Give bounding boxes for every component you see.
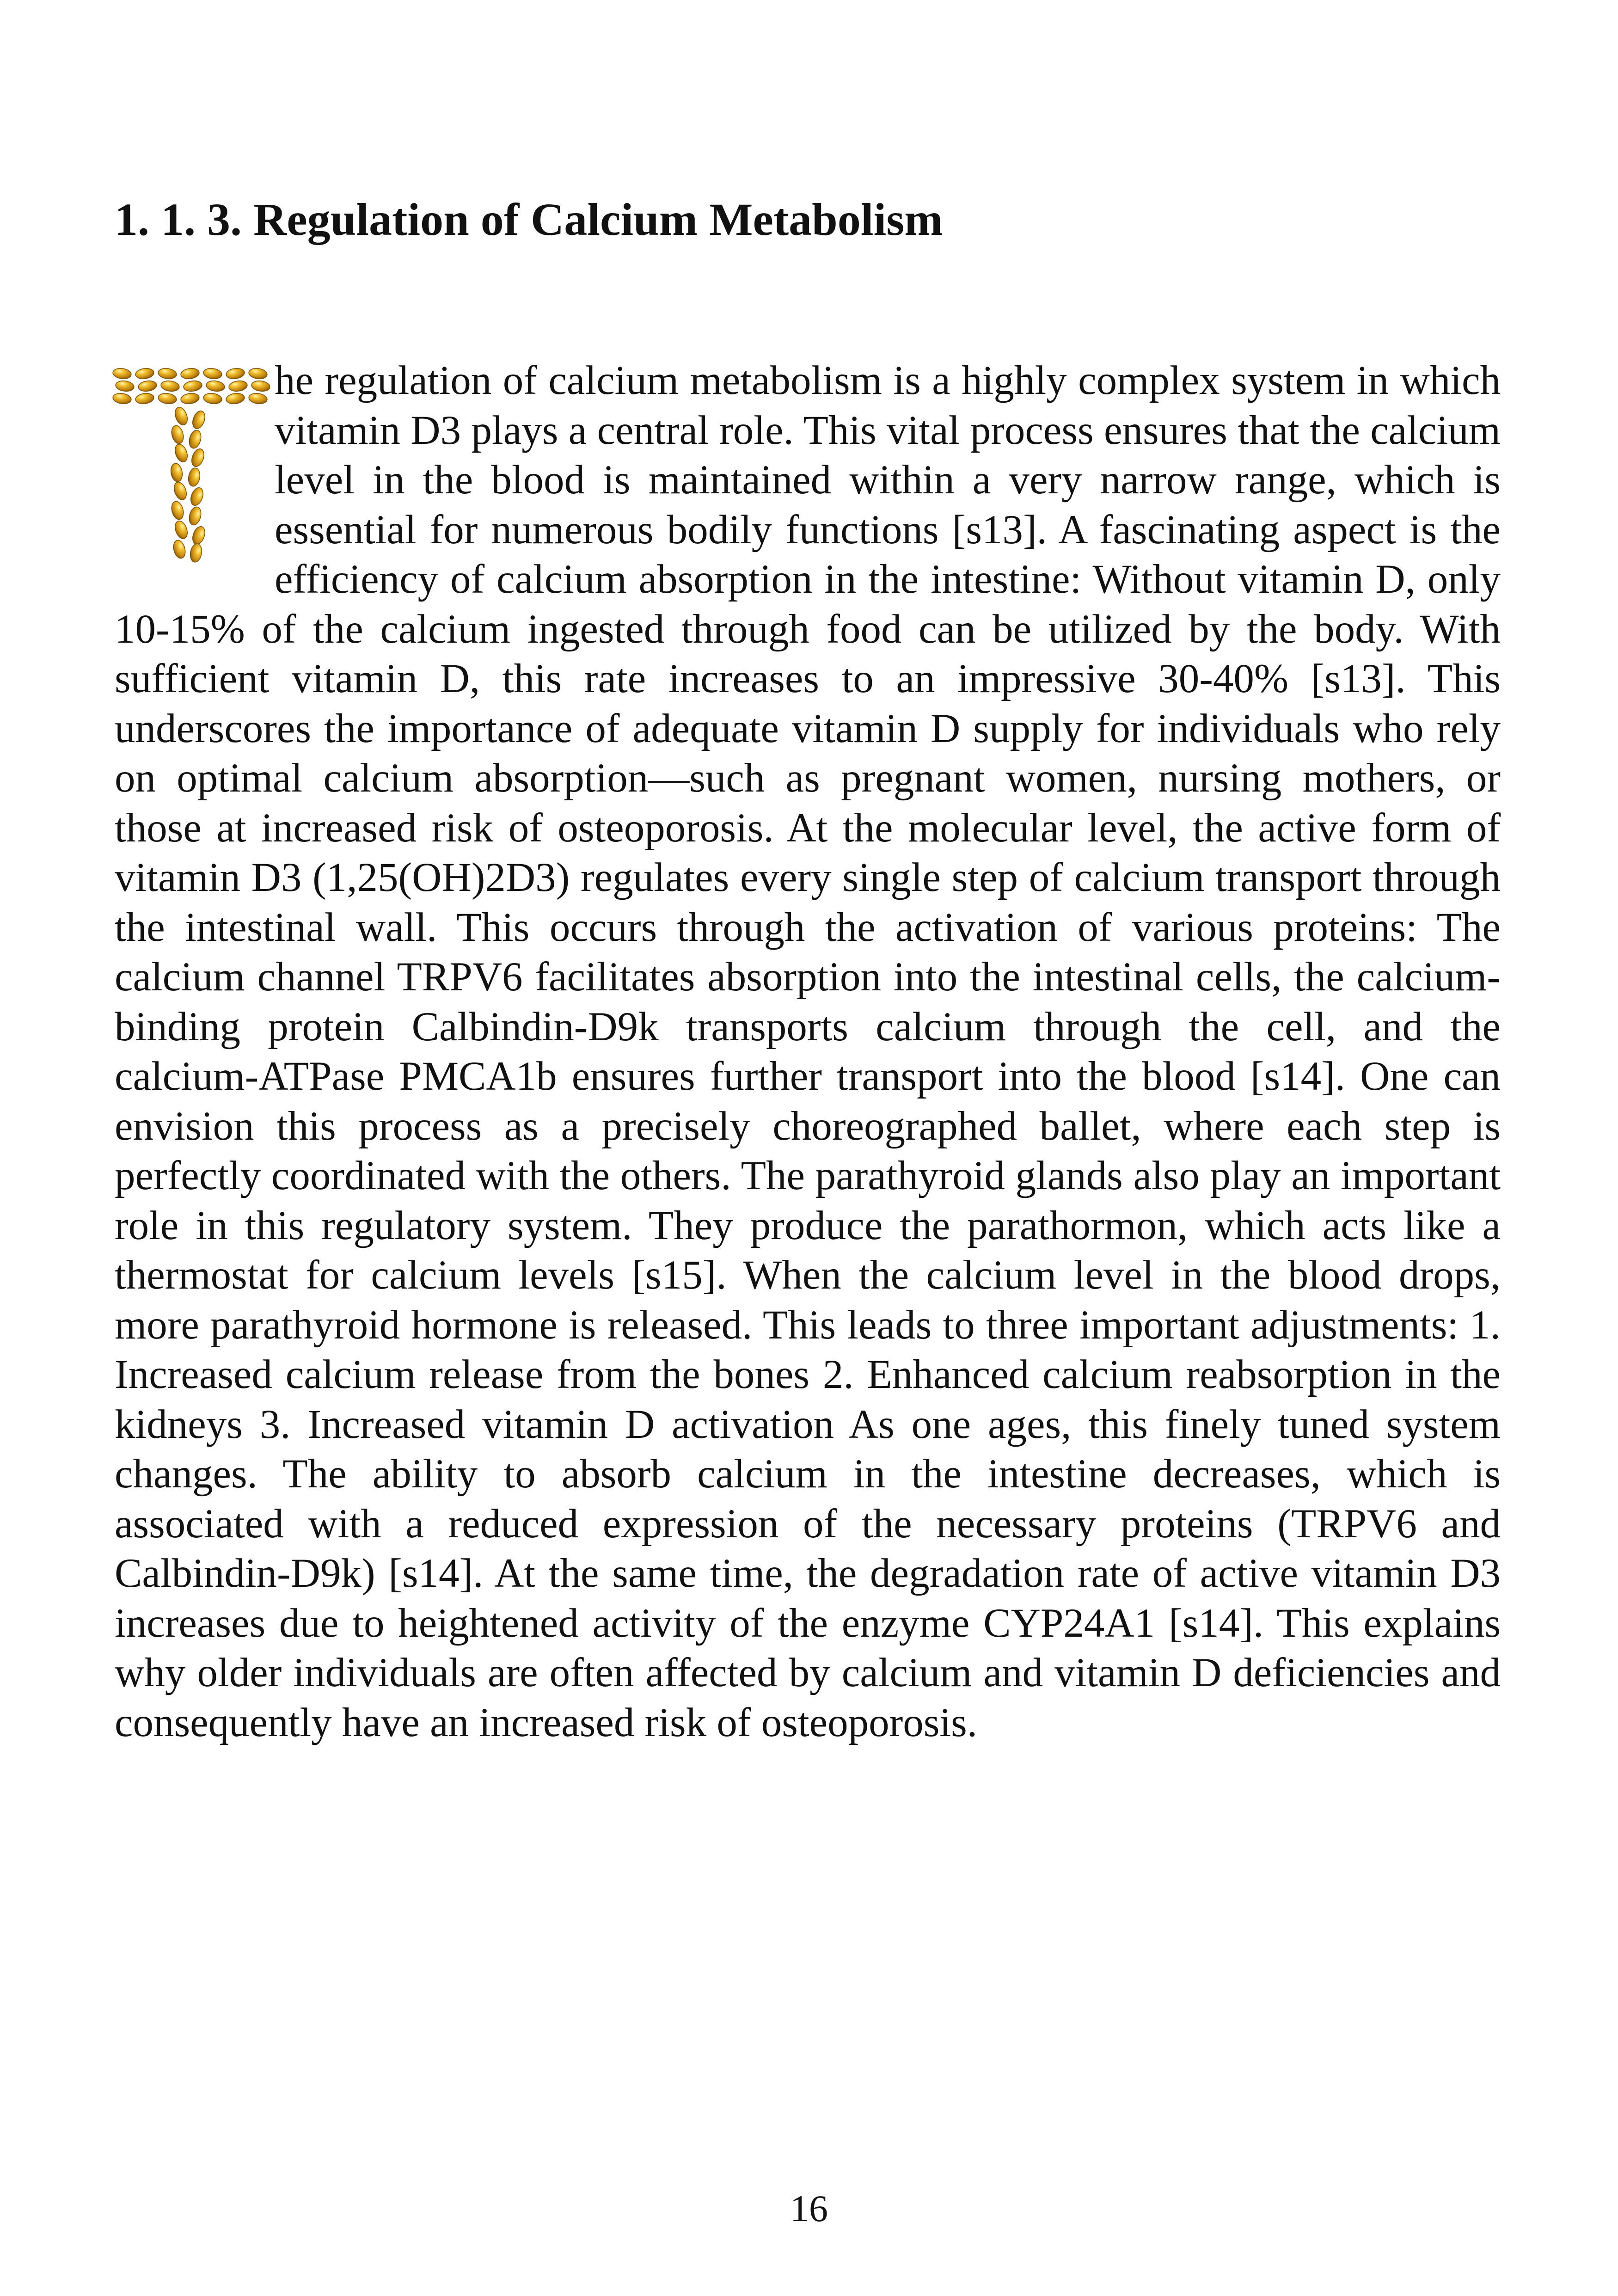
body-paragraph	[115, 356, 1501, 1748]
page-number: 16	[790, 2187, 828, 2229]
section-heading: 1. 1. 3. Regulation of Calcium Metabolism	[115, 194, 943, 245]
body-text: he regulation of calcium metabolism is a highly complex system in which vitamin D3 plays a central role. This vital process ensures that the calcium level in the blood is maintained within a very narrow range, which is essential for numerous bodily functions [s13]. A fascinating aspect is the efficiency of calcium absorption in the intestine: Without vitamin D, only 10-15% of the calcium ingested through food can be utilized by the body. With sufficient vitamin D, this rate increases to an impressive 30-40% [s13]. This underscores the importance of adequate vitamin D supply for individuals who rely on optimal calcium absorption—such as pregnant women, nursing mothers, or those at increased risk of osteoporosis. At the molecular level, the active form of vitamin D3 (1,25(OH)2D3) regulates every single step of calcium transport through the intestinal wall. This occurs through the activation of various proteins: The calcium channel TRPV6 facilitates absorption into the intestinal cells, the calcium-binding protein Calbindin-D9k transports calcium through the cell, and the calcium-ATPase PMCA1b ensures further transport into the blood [s14]. One can envision this process as a precisely choreographed ballet, where each step is perfectly coordinated with the others. The parathyroid glands also play an important role in this regulatory system. They produce the parathormon, which acts like a thermostat for calcium levels [s15]. When the calcium level in the blood drops, more parathyroid hormone is released. This leads to three important adjustments: 1. Increased calcium release from the bones 2. Enhanced calcium reabsorption in the kidneys 3. Increased vitamin D activation As one ages, this finely tuned system changes. The ability to absorb calcium in the intestine decreases, which is associated with a reduced expression of the necessary proteins (TRPV6 and Calbindin-D9k) [s14]. At the same time, the degradation rate of active vitamin D3 increases due to heightened activity of the enzyme CYP24A1 [s14]. This explains why older individuals are often affected by calcium and vitamin D deficiencies and consequently have an increased risk of osteoporosis.	[115, 358, 1501, 1745]
capsule-pills-letter-t-icon	[112, 365, 270, 563]
